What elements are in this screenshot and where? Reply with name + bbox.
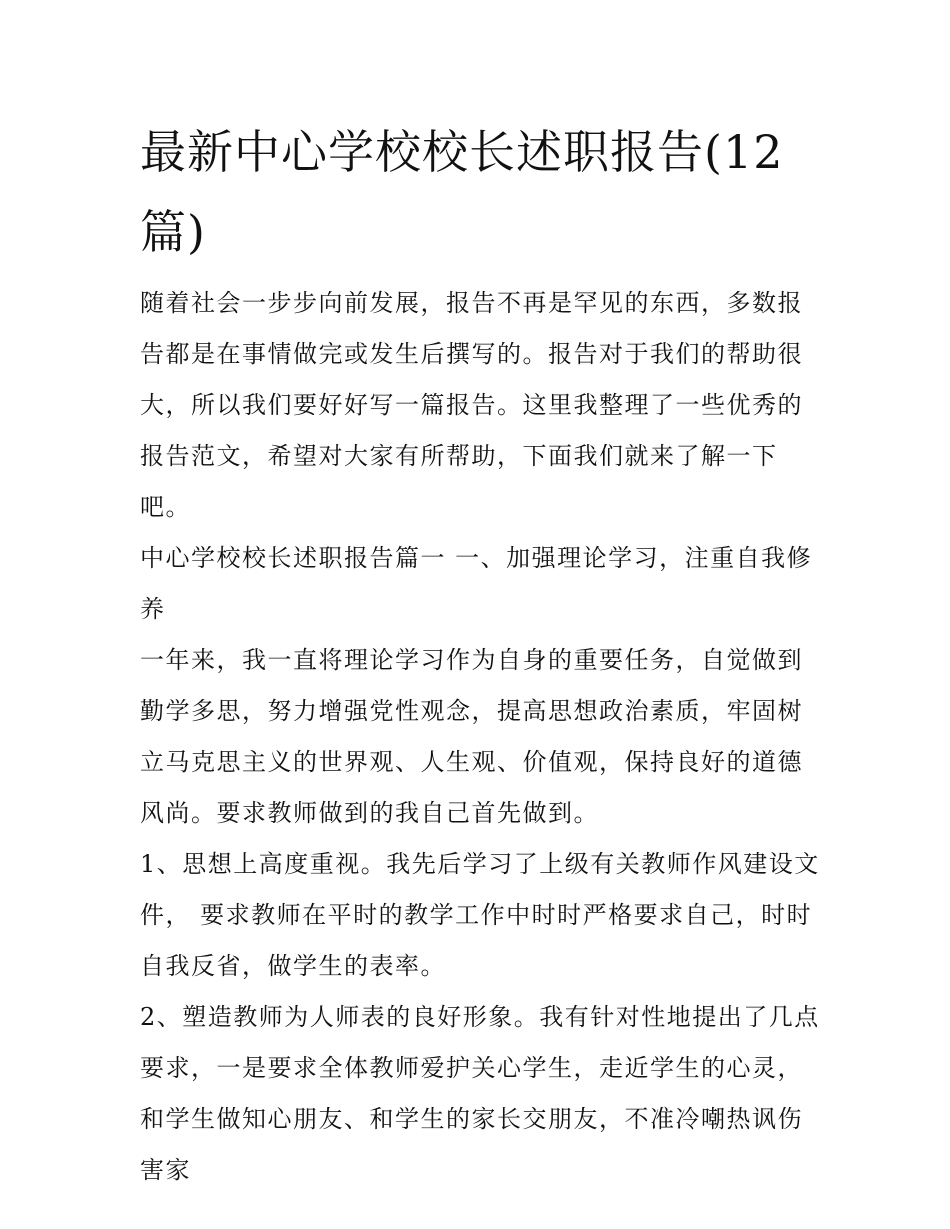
document-body: [140, 278, 820, 1196]
list-item-1: 1、思想上高度重视。我先后学习了上级有关教师作风建设文件， 要求教师在平时的教学工作中时时严格要求自己，时时自我反省，做学生的表率。: [140, 850, 820, 980]
title-tail: 篇): [140, 205, 206, 259]
list-item-2: 2、塑造教师为人师表的良好形象。我有针对性地提出了几点要求，一是要求全体教师爱护关心学生，走近学生的心灵，和学生做知心朋友、和学生的家长交朋友，不准冷嘲热讽伤害家: [140, 1003, 820, 1184]
intro-paragraph: 随着社会一步步向前发展，报告不再是罕见的东西，多数报告都是在事情做完或发生后撰写的。报告对于我们的帮助很大，所以我们要好好写一篇报告。这里我整理了一些优秀的报告范文，希望对大家有所帮助，下面我们就来了解一下吧。: [140, 289, 803, 521]
title-main: 最新中心学校校长述职报告(12: [140, 125, 784, 179]
section-heading: 中心学校校长述职报告篇一 一、加强理论学习，注重自我修养: [140, 544, 813, 623]
document-title: [140, 112, 820, 272]
body-paragraph: 一年来，我一直将理论学习作为自身的重要任务，自觉做到勤学多思，努力增强党性观念，提高思想政治素质，牢固树立马克思主义的世界观、人生观、价值观，保持良好的道德风尚。要求教师做到的我自己首先做到。: [140, 646, 803, 827]
